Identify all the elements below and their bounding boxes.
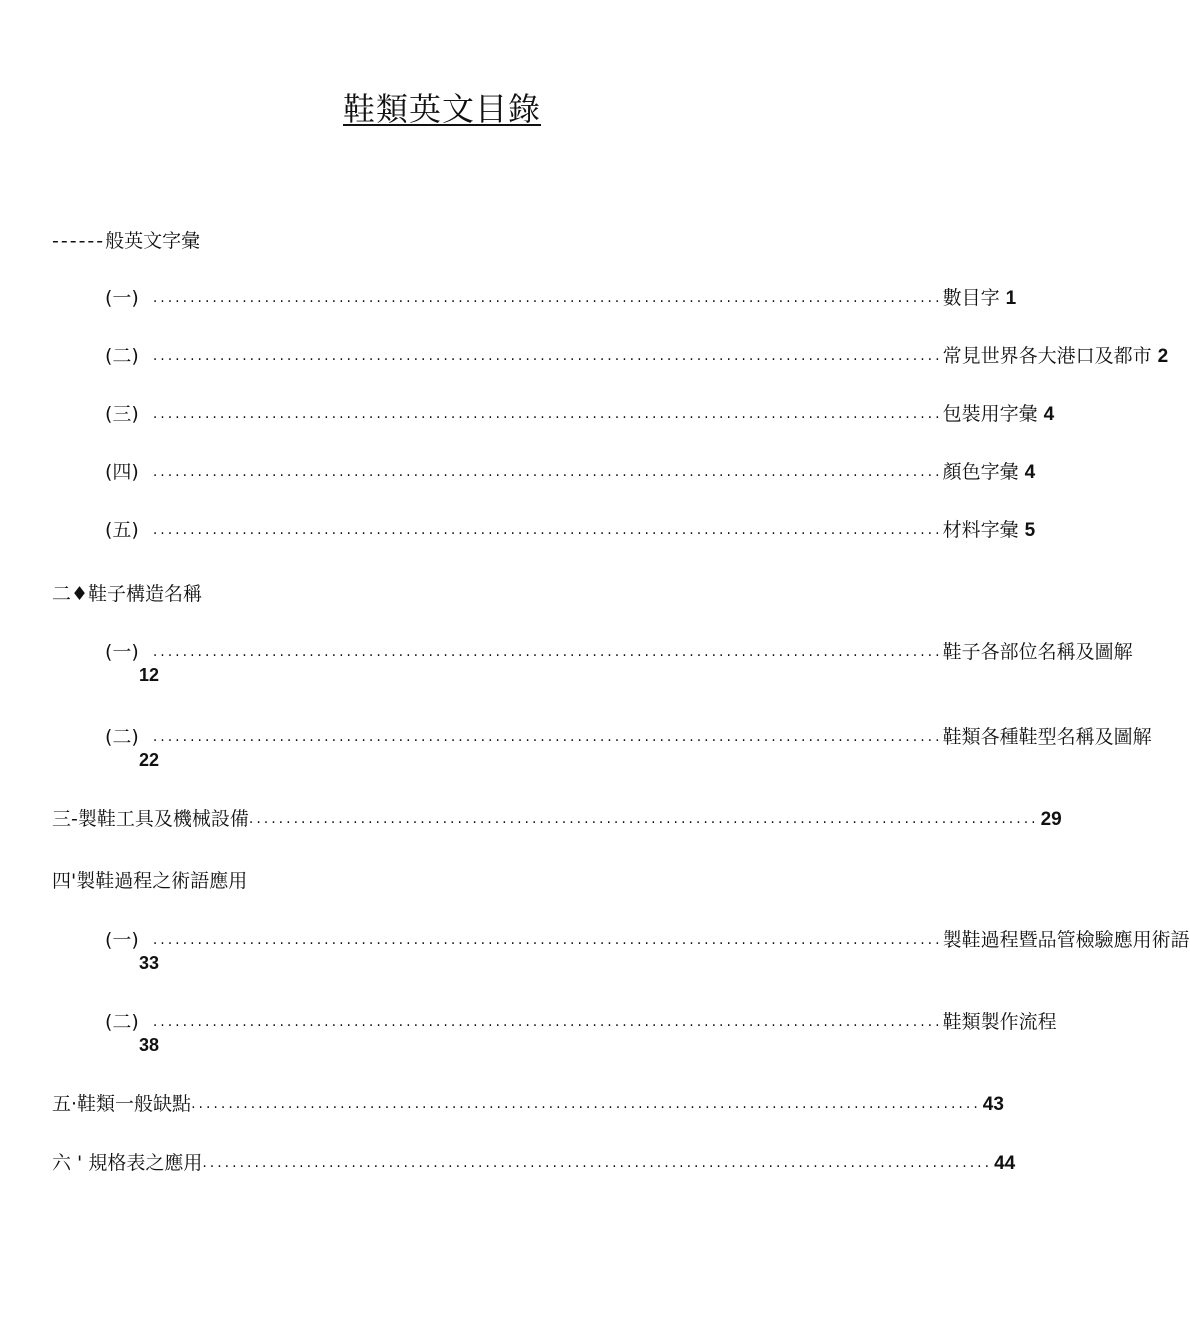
toc-section-entry-6[interactable] (52, 1147, 1016, 1175)
dot-leader: .......................................................................................................... (152, 644, 943, 660)
toc-entry[interactable] (105, 1006, 1057, 1034)
section-heading-4 (52, 866, 247, 893)
dot-leader: .......................................................................................................... (152, 348, 943, 364)
toc-section-entry-5[interactable] (52, 1088, 1004, 1116)
section-heading-2 (52, 579, 202, 606)
entry-number: (二) (105, 1011, 139, 1033)
dot-leader: .......................................................................................................... (152, 729, 943, 745)
entry-text: 顏色字彙 (942, 461, 1019, 483)
toc-entry[interactable] (105, 514, 1036, 542)
dot-leader: .......................................................................................................... (152, 522, 943, 538)
entry-page: 12 (139, 665, 160, 685)
toc-entry[interactable] (105, 398, 1055, 426)
entry-page: 1 (1005, 288, 1017, 309)
section-label: 製鞋過程之術語應用 (76, 870, 248, 892)
entry-text: 包裝用字彙 (942, 403, 1038, 425)
dot-leader: .......................................................................................................... (152, 406, 943, 422)
dot-leader: .......................................................................................................... (191, 1096, 981, 1112)
entry-page: 2 (1157, 346, 1169, 367)
section-prefix: 六 ' (52, 1152, 89, 1174)
entry-text: 常見世界各大港口及都市 (942, 345, 1152, 367)
toc-section-entry-3[interactable] (52, 803, 1062, 831)
entry-page: 22 (139, 750, 160, 770)
page-title: 鞋類英文目錄 (342, 90, 541, 128)
entry-page: 43 (982, 1094, 1004, 1115)
toc-entry[interactable] (105, 636, 1133, 664)
entry-text: 製鞋過程暨品管檢驗應用術語 (942, 929, 1190, 951)
toc-entry[interactable] (105, 456, 1036, 484)
dot-leader: .......................................................................................................... (152, 464, 943, 480)
toc-entry[interactable] (105, 721, 1152, 749)
section-label: 鞋類一般缺點 (77, 1093, 192, 1115)
dot-leader: .......................................................................................................... (202, 1155, 993, 1171)
toc-entry[interactable] (105, 282, 1017, 310)
section-heading-1 (52, 226, 200, 253)
section-prefix: 五· (52, 1093, 78, 1115)
section-label: 鞋子構造名稱 (88, 583, 203, 605)
entry-text: 鞋類製作流程 (942, 1011, 1057, 1033)
entry-page: 4 (1043, 404, 1055, 425)
section-prefix: 四' (52, 870, 77, 892)
entry-page: 38 (139, 1035, 160, 1055)
entry-page: 4 (1024, 462, 1036, 483)
entry-number: (三) (105, 403, 139, 425)
section-label: 規格表之應用 (88, 1152, 203, 1174)
entry-page: 29 (1040, 809, 1062, 830)
toc-entry[interactable] (105, 340, 1169, 368)
entry-text: 鞋類各種鞋型名稱及圖解 (942, 726, 1152, 748)
section-prefix: 二♦ (52, 583, 89, 605)
entry-text: 材料字彙 (942, 519, 1019, 541)
dot-leader: .......................................................................................................... (152, 1014, 943, 1030)
section-label: 製鞋工具及機械設備 (77, 808, 249, 830)
dot-leader: .......................................................................................................... (152, 932, 943, 948)
entry-number: (一) (105, 287, 139, 309)
toc-entry[interactable] (105, 924, 1190, 952)
entry-number: (一) (105, 929, 139, 951)
entry-number: (一) (105, 641, 139, 663)
entry-number: (四) (105, 461, 139, 483)
entry-number: (二) (105, 345, 139, 367)
section-prefix: 三- (52, 808, 78, 830)
section-prefix: ------ (52, 230, 106, 252)
entry-number: (二) (105, 726, 139, 748)
entry-page: 33 (139, 953, 160, 973)
dot-leader: .......................................................................................................... (248, 811, 1039, 827)
entry-text: 鞋子各部位名稱及圖解 (942, 641, 1133, 663)
dot-leader: .......................................................................................................... (152, 290, 943, 306)
entry-page: 44 (994, 1153, 1016, 1174)
entry-page: 5 (1024, 520, 1036, 541)
section-label: 般英文字彙 (105, 230, 201, 252)
entry-text: 數目字 (942, 287, 1000, 309)
entry-number: (五) (105, 519, 139, 541)
